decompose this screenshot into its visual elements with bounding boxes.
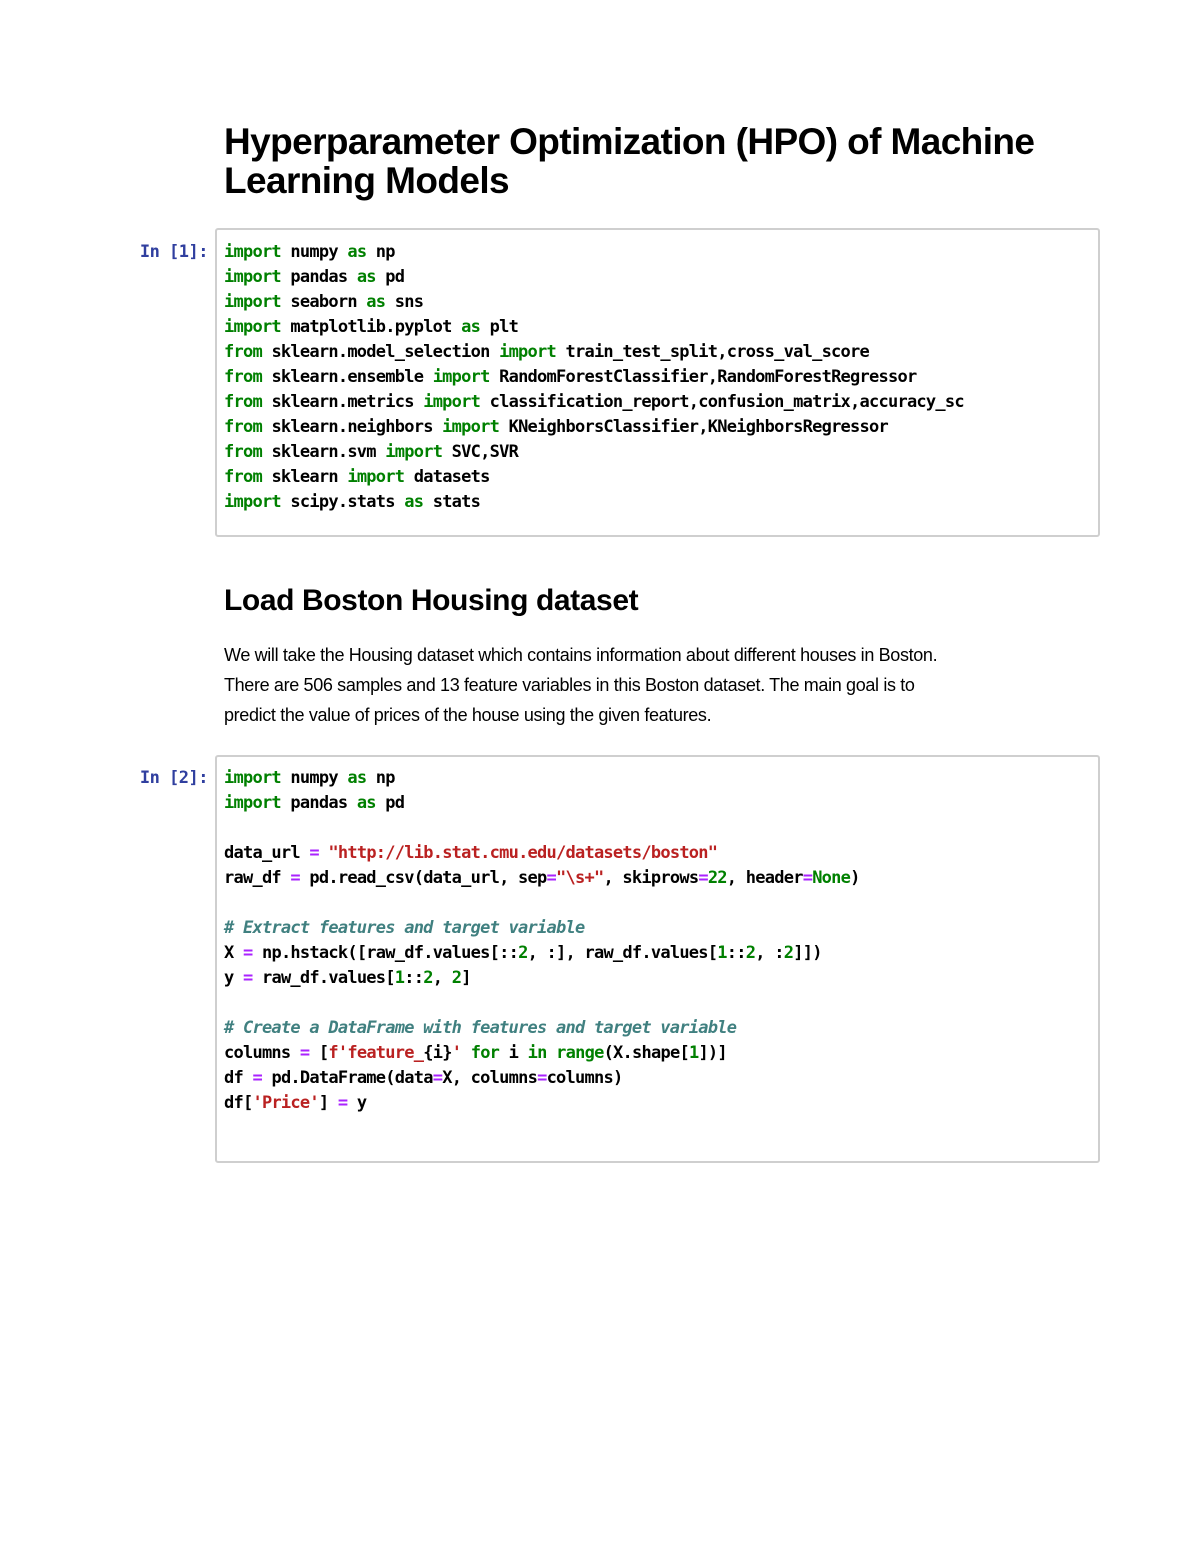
code-line: df = pd.DataFrame(data=X, columns=columns) [224, 1068, 623, 1088]
code-line: from sklearn.ensemble import RandomForestClassifier,RandomForestRegressor [224, 367, 917, 387]
code-cell-1[interactable] [215, 228, 1100, 537]
code-line: # Extract features and target variable [224, 918, 585, 938]
code-line: import pandas as pd [224, 793, 405, 813]
code-line: df['Price'] = y [224, 1093, 367, 1113]
cell-1-prompt: In [1]: [139, 242, 208, 262]
code-line: from sklearn import datasets [224, 467, 490, 487]
code-line: from sklearn.model_selection import train_test_split,cross_val_score [224, 342, 870, 362]
code-line: import seaborn as sns [224, 292, 424, 312]
code-cell-1-source[interactable] [217, 230, 1098, 515]
code-line: import numpy as np [224, 768, 395, 788]
code-line [224, 991, 1098, 1016]
code-line: import matplotlib.pyplot as plt [224, 317, 519, 337]
code-line: raw_df = pd.read_csv(data_url, sep="\s+", skiprows=22, header=None) [224, 868, 860, 888]
paragraph-line: We will take the Housing dataset which contains information about different houses in Boston. [224, 645, 938, 665]
code-line: y = raw_df.values[1::2, 2] [224, 968, 471, 988]
code-cell-2-source[interactable] [217, 757, 1098, 1116]
code-line: from sklearn.metrics import classification_report,confusion_matrix,accuracy_sc [224, 392, 964, 412]
paragraph-line: There are 506 samples and 13 feature variables in this Boston dataset. The main goal is to [224, 675, 915, 695]
code-line [224, 816, 1098, 841]
code-line: import scipy.stats as stats [224, 492, 481, 512]
code-line: import pandas as pd [224, 267, 405, 287]
section-heading: Load Boston Housing dataset [224, 584, 639, 617]
code-line: from sklearn.neighbors import KNeighborsClassifier,KNeighborsRegressor [224, 417, 888, 437]
code-line [224, 891, 1098, 916]
notebook-title: Hyperparameter Optimization (HPO) of Machine Learning Models [224, 121, 1035, 201]
code-line: columns = [f'feature_{i}' for i in range(X.shape[1])] [224, 1043, 727, 1063]
code-line: # Create a DataFrame with features and target variable [224, 1018, 737, 1038]
code-cell-2[interactable] [215, 755, 1100, 1163]
code-line: data_url = "http://lib.stat.cmu.edu/datasets/boston" [224, 843, 718, 863]
code-line: X = np.hstack([raw_df.values[::2, :], raw_df.values[1::2, :2]]) [224, 943, 822, 963]
paragraph-line: predict the value of prices of the house using the given features. [224, 705, 712, 725]
code-line: import numpy as np [224, 242, 395, 262]
code-line: from sklearn.svm import SVC,SVR [224, 442, 519, 462]
cell-2-prompt: In [2]: [139, 768, 208, 788]
section-paragraph [224, 640, 1104, 730]
